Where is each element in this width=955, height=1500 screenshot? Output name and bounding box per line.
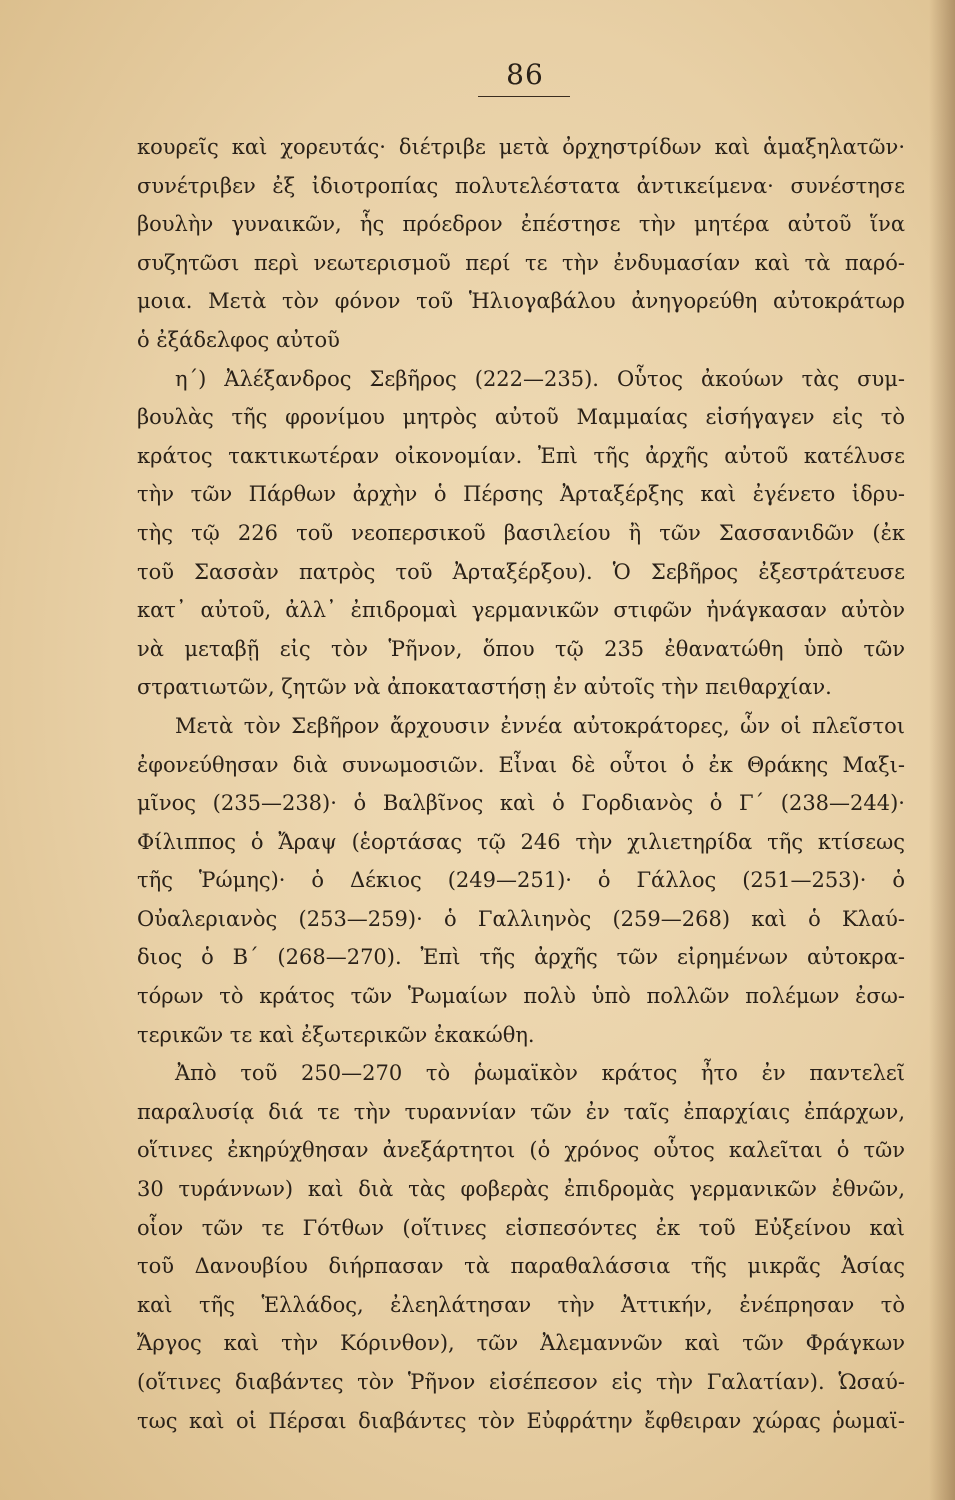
text-line: τὴν τῶν Πάρθων ἀρχὴν ὁ Πέρσης Ἀρταξέρξης καὶ ἐγένετο ἱδρυ- bbox=[137, 482, 905, 507]
text-line: συζητῶσι περὶ νεωτερισμοῦ περί τε τὴν ἐνδυμασίαν καὶ τὰ παρό- bbox=[137, 250, 905, 275]
text-line: μῖνος (235—238)· ὁ Βαλβῖνος καὶ ὁ Γορδιανὸς ὁ Γ΄ (238—244)· bbox=[137, 791, 905, 816]
text-line: νὰ μεταβῇ εἰς τὸν Ῥῆνον, ὅπου τῷ 235 ἐθανατώθη ὑπὸ τῶν bbox=[137, 636, 905, 661]
text-line: ὁ ἐξάδελφος αὐτοῦ bbox=[137, 327, 340, 352]
text-line: οἷον τῶν τε Γότθων (οἵτινες εἰσπεσόντες ἐκ τοῦ Εὐξείνου καὶ bbox=[137, 1215, 905, 1240]
text-line: Μετὰ τὸν Σεβῆρον ἄρχουσιν ἐννέα αὐτοκράτορες, ὧν οἱ πλεῖστοι bbox=[175, 713, 905, 738]
text-line: ἐφονεύθησαν διὰ συνωμοσιῶν. Εἶναι δὲ οὗτοι ὁ ἐκ Θράκης Μαξι- bbox=[137, 752, 905, 777]
text-line: οἵτινες ἐκηρύχθησαν ἀνεξάρτητοι (ὁ χρόνος οὗτος καλεῖται ὁ τῶν bbox=[137, 1138, 905, 1163]
text-line: Ἄργος καὶ τὴν Κόρινθον), τῶν Ἀλεμαννῶν καὶ τῶν Φράγκων bbox=[137, 1331, 905, 1356]
text-line: Οὐαλεριανὸς (253—259)· ὁ Γαλλιηνὸς (259—268) καὶ ὁ Κλαύ- bbox=[137, 906, 905, 931]
text-line: Φίλιππος ὁ Ἄραψ (ἑορτάσας τῷ 246 τὴν χιλιετηρίδα τῆς κτίσεως bbox=[137, 829, 905, 854]
text-line: τὴς τῷ 226 τοῦ νεοπερσικοῦ βασιλείου ἢ τῶν Σασσανιδῶν (ἐκ bbox=[137, 520, 905, 545]
text-line: τοῦ Σασσὰν πατρὸς τοῦ Ἀρταξέρξου). Ὁ Σεβῆρος ἐξεστράτευσε bbox=[137, 559, 905, 584]
text-line: παραλυσίᾳ διά τε τὴν τυραννίαν τῶν ἐν ταῖς ἐπαρχίαις ἐπάρχων, bbox=[137, 1099, 905, 1124]
text-line: η΄) Ἀλέξανδρος Σεβῆρος (222—235). Οὗτος ἀκούων τὰς συμ- bbox=[175, 366, 905, 391]
text-line: βουλὰς τῆς φρονίμου μητρὸς αὐτοῦ Μαμμαίας εἰσήγαγεν εἰς τὸ bbox=[137, 405, 905, 430]
text-line: στρατιωτῶν, ζητῶν νὰ ἀποκαταστήσῃ ἐν αὐτοῖς τὴν πειθαρχίαν. bbox=[137, 675, 832, 700]
text-line: Ἀπὸ τοῦ 250—270 τὸ ῥωμαϊκὸν κράτος ἦτο ἐν παντελεῖ bbox=[175, 1061, 905, 1086]
text-line: μοια. Μετὰ τὸν φόνον τοῦ Ἡλιογαβάλου ἀνηγορεύθη αὐτοκράτωρ bbox=[137, 289, 905, 314]
text-line: διος ὁ Β΄ (268—270). Ἐπὶ τῆς ἀρχῆς τῶν εἰρημένων αὐτοκρα- bbox=[137, 945, 905, 970]
text-line: τοῦ Δανουβίου διήρπασαν τὰ παραθαλάσσια τῆς μικρᾶς Ἀσίας bbox=[137, 1254, 905, 1279]
text-line: τερικῶν τε καὶ ἐξωτερικῶν ἐκακώθη. bbox=[137, 1022, 535, 1047]
text-line: συνέτριβεν ἐξ ἰδιοτροπίας πολυτελέστατα ἀντικείμενα· συνέστησε bbox=[137, 173, 905, 198]
text-line: κράτος τακτικωτέραν οἰκονομίαν. Ἐπὶ τῆς ἀρχῆς αὐτοῦ κατέλυσε bbox=[137, 443, 905, 468]
page-edge-shadow bbox=[929, 0, 955, 1500]
text-line: 30 τυράννων) καὶ διὰ τὰς φοβερὰς ἐπιδρομὰς γερμανικῶν ἐθνῶν, bbox=[137, 1177, 905, 1202]
text-line: κατ᾽ αὐτοῦ, ἀλλ᾽ ἐπιδρομαὶ γερμανικῶν στιφῶν ἠνάγκασαν αὐτὸν bbox=[137, 598, 905, 623]
text-line: κουρεῖς καὶ χορευτάς· διέτριβε μετὰ ὀρχηστρίδων καὶ ἁμαξηλατῶν· bbox=[137, 135, 905, 159]
text-line: (οἵτινες διαβάντες τὸν Ῥῆνον εἰσέπεσον εἰς τὴν Γαλατίαν). Ὡσαύ- bbox=[137, 1370, 905, 1394]
text-line: βουλὴν γυναικῶν, ἧς πρόεδρον ἐπέστησε τὴν μητέρα αὐτοῦ ἵνα bbox=[137, 212, 905, 237]
text-line: τόρων τὸ κράτος τῶν Ῥωμαίων πολὺ ὑπὸ πολλῶν πολέμων ἐσω- bbox=[137, 984, 905, 1009]
text-line: τως καὶ οἱ Πέρσαι διαβάντες τὸν Εὐφράτην ἔφθειραν χώρας ῥωμαϊ- bbox=[137, 1408, 905, 1433]
body-text bbox=[137, 128, 905, 1440]
text-line: τῆς Ῥώμης)· ὁ Δέκιος (249—251)· ὁ Γάλλος (251—253)· ὁ bbox=[137, 868, 905, 893]
text-line: καὶ τῆς Ἑλλάδος, ἐλεηλάτησαν τὴν Ἀττικήν, ἐνέπρησαν τὸ bbox=[137, 1292, 905, 1317]
page-number-rule bbox=[478, 96, 570, 97]
page-number: 86 bbox=[506, 58, 544, 91]
